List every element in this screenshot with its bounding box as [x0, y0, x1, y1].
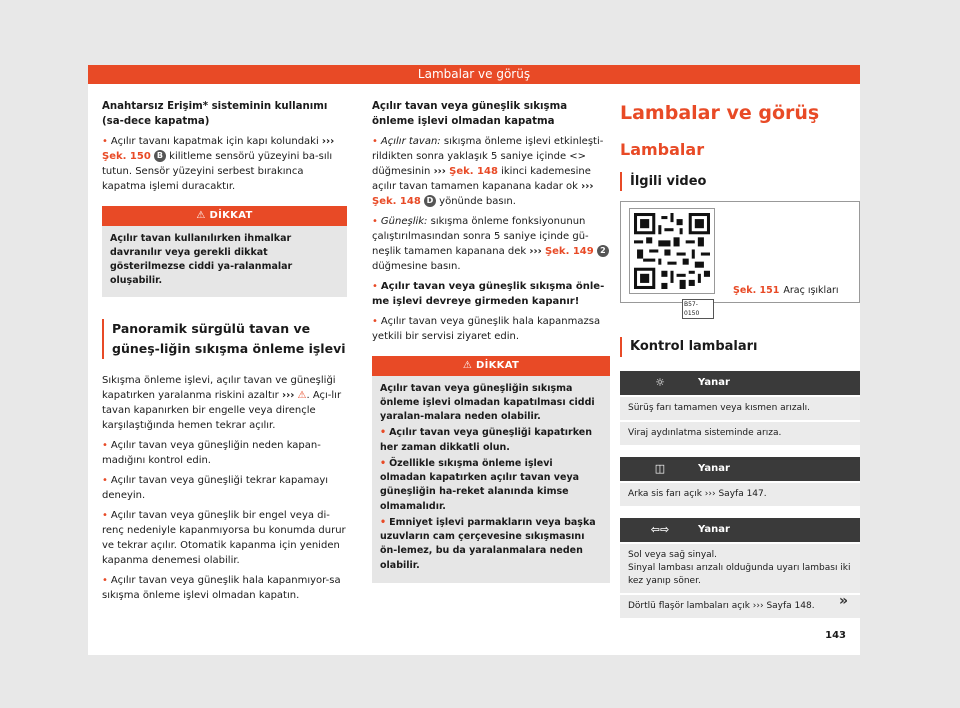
warning-box: [372, 356, 610, 583]
warning-text: Açılır tavan kullanılırken ihmalkar davranılır veya gerekli dikkat gösterilmezse ciddi ya-ralanmalar oluşabilir.: [110, 232, 293, 287]
list-item: • Açılır tavan veya güneşlik bir engel veya di-renç nedeniyle kapanmıyorsa bu konumda durur ve tekrar açılır. Otomatik kapanma için yeniden kapanma denemesi olabilir.: [102, 509, 346, 566]
paragraph-keyless: • Açılır tavanı kapatmak için kapı kolundaki ››› Şek. 150 B kilitleme sensörü yüzeyini ba-sılı tutun. Sensör yüzeyini serbest bırakınca kapatma işlemi duracaktır.: [102, 135, 335, 192]
bullet-icon: •: [102, 474, 108, 486]
chapter-title: Lambalar ve görüş: [620, 102, 820, 124]
video-title: İlgili video: [620, 172, 860, 192]
label-d-badge: D: [424, 195, 436, 207]
section-title-panoramic: Panoramik sürgülü tavan ve güneş-liğin sıkışma önleme işlevi: [102, 319, 347, 359]
warning-triangle-icon: ⚠: [196, 209, 206, 221]
page-number: 143: [825, 630, 846, 641]
page-header: Lambalar ve görüş: [88, 65, 860, 84]
lamp-group-turn-signal: [620, 518, 860, 618]
lamp-group-headlight: [620, 371, 860, 445]
lamp-description: Sürüş farı tamamen veya kısmen arızalı.: [620, 397, 860, 420]
turn-signal-icon: ⇦⇨: [650, 522, 670, 536]
warning-box: [102, 206, 347, 297]
list-item: • Özellikle sıkışma önleme işlevi olmadan kapatırken açılır tavan veya güneşliğin ha-reket alanında kimse olmamalıdır.: [380, 457, 580, 512]
bullet-icon: •: [102, 439, 108, 451]
figure-link[interactable]: Şek. 148: [449, 165, 498, 177]
bullet-icon: •: [102, 509, 108, 521]
list-item: • Açılır tavan: sıkışma önleme işlevi etkinleşti-rildikten sonra yaklaşık 5 saniye içinde <> düğmesinin ››› Şek. 148 ikinci kademesine açılır tavan tamamen kapanana kadar ok ››› Şek. 148 D yönünde basın.: [372, 135, 604, 207]
video-figure: [620, 201, 860, 317]
label-b-badge: B: [154, 150, 166, 162]
number-2-badge: 2: [597, 245, 609, 257]
heading-close-without-protection: Açılır tavan veya güneşlik sıkışma önleme işlevi olmadan kapatma: [372, 101, 568, 128]
warning-triangle-icon: ⚠: [462, 359, 473, 371]
headlight-fault-icon: ☼: [655, 375, 665, 389]
list-item: • Açılır tavan veya güneşliği tekrar kapamayı deneyin.: [102, 474, 329, 501]
bullet-icon: •: [102, 135, 108, 147]
list-item: • Açılır tavan veya güneşliğin neden kapan-madığını kontrol edin.: [102, 439, 321, 466]
warning-triangle-icon[interactable]: ⚠: [297, 389, 307, 401]
list-item: • Açılır tavan veya güneşlik hala kapanmıyor-sa sıkışma önleme işlevi olmadan kapatın.: [102, 574, 341, 601]
lamp-description: Sol veya sağ sinyal. Sinyal lambası arızalı olduğunda uyarı lambası iki kez yanıp söner.: [620, 544, 860, 593]
bullet-icon: •: [372, 280, 378, 292]
list-item: • Açılır tavan veya güneşliği kapatırken her zaman dikkatli olun.: [380, 427, 592, 453]
paragraph-intro: Sıkışma önleme işlevi, açılır tavan ve güneşliği kapatırken yaralanma riskini azaltır ››› ⚠. Açı-lır tavan kapanırken bir engelle veya dirençle karşılaştığında hemen tekrar açılır.: [102, 374, 342, 431]
lamp-header: ◫ Yanar: [620, 457, 860, 481]
lamp-header: ⇦⇨ Yanar: [620, 518, 860, 542]
qr-code-icon[interactable]: [629, 208, 715, 317]
warning-text: Açılır tavan veya güneşliğin sıkışma önleme işlevi olmadan kapatılması ciddi yaralan-malara neden olabilir. • Açılır tavan veya güneşliği kapatırken her zaman dikkatli olun. • Özellikle sıkışma önleme işlevi olmadan kapatırken açılır tavan veya güneşliğin ha-reket alanında kimse olmamalıdır. • Emniyet işlevi parmakların veya başka uzuvların cam çerçevesine sıkışmasını ön-lemez, bu da yaralanmalara neden olabilir.: [372, 376, 610, 583]
warning-header: ⚠ DİKKAT: [372, 356, 610, 376]
lamp-group-rear-fog: [620, 457, 860, 506]
figure-link[interactable]: Şek. 150: [102, 150, 151, 162]
bullet-icon: •: [372, 135, 378, 147]
continue-arrow: »: [838, 593, 848, 609]
section-title: Lambalar: [620, 139, 705, 159]
heading-keyless-access: Anahtarsız Erişim* sisteminin kullanımı (sa-dece kapatma): [102, 101, 328, 128]
column-2: [372, 99, 610, 593]
bullet-icon: •: [372, 315, 378, 327]
bullet-icon: •: [380, 516, 387, 528]
column-1: [102, 99, 347, 608]
list-item: • Emniyet işlevi parmakların veya başka uzuvların cam çerçevesine sıkışmasını ön-lemez, bu da yaralanmalara neden olabilir.: [380, 516, 596, 571]
bullet-icon: •: [380, 457, 387, 469]
sunroof-switch-icon: <>: [569, 150, 587, 162]
bullet-icon: •: [102, 574, 108, 586]
list-item: • Güneşlik: sıkışma önleme fonksiyonunun çalıştırılmasından sonra 5 saniye içinde gü-neşlik tamamen kapanana dek ››› Şek. 149 2 düğmesine basın.: [372, 214, 610, 274]
figure-link[interactable]: Şek. 148: [372, 195, 421, 207]
figure-link[interactable]: Şek. 149: [544, 245, 594, 257]
list-item: • Açılır tavan veya güneşlik sıkışma önle-me işlevi devreye girmeden kapanır!: [372, 280, 605, 307]
column-3: [620, 99, 860, 630]
figure-caption: Şek. 151 Araç ışıkları: [733, 285, 839, 296]
figure-id: B57-0150: [682, 299, 714, 319]
rear-fog-light-icon: ◫: [654, 461, 666, 475]
warning-header: ⚠ DİKKAT: [102, 206, 347, 226]
list-item: • Açılır tavan veya güneşlik hala kapanmazsa yetkili bir servisi ziyaret edin.: [372, 315, 601, 342]
lamp-description: Arka sis farı açık ››› Sayfa 147.: [620, 483, 860, 506]
lamp-header: ☼ Yanar: [620, 371, 860, 395]
lamp-description: Viraj aydınlatma sisteminde arıza.: [620, 422, 860, 445]
bullet-icon: •: [372, 215, 378, 227]
bullet-icon: •: [380, 427, 387, 439]
control-lamps-title: Kontrol lambaları: [620, 337, 860, 357]
lamp-description: Dörtlü flaşör lambaları açık ››› Sayfa 148.: [620, 595, 860, 618]
manual-page: [88, 65, 860, 655]
